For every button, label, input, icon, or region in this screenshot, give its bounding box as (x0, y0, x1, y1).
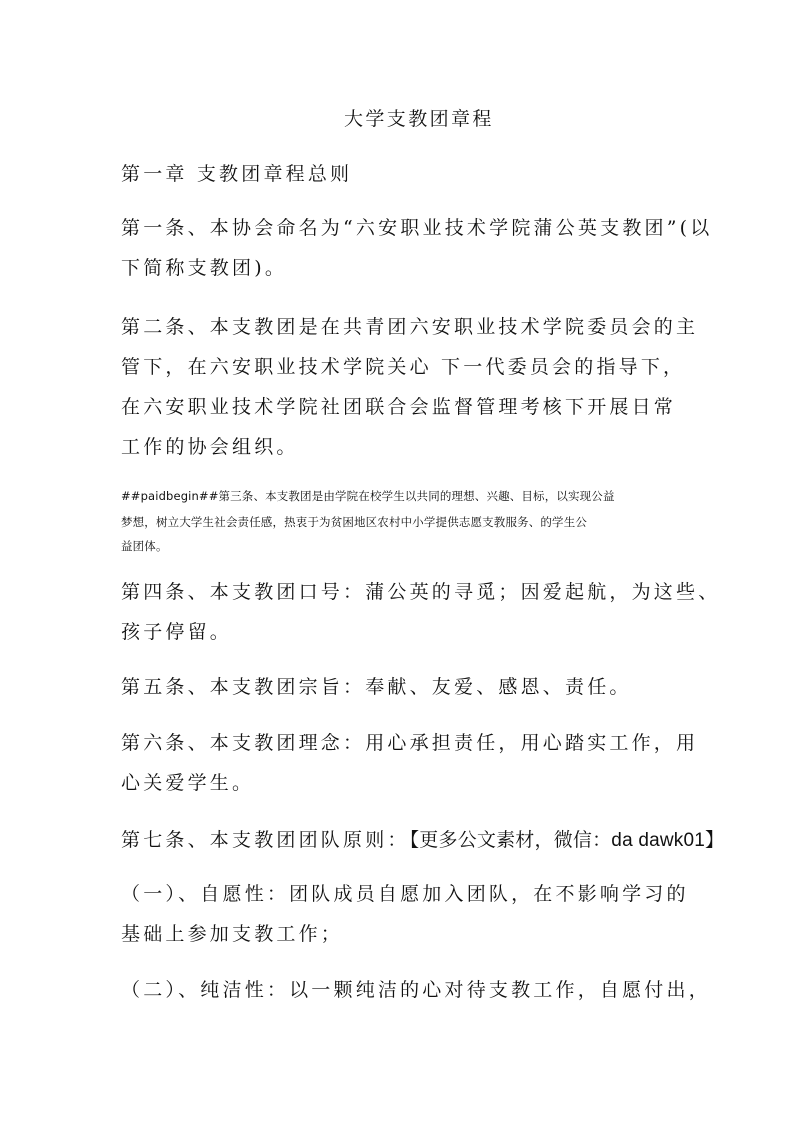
article-3-line-1: ##paidbegin##第三条、本支教团是由学院在校学生以共同的理想、兴趣、目标，以实现公益 (121, 489, 615, 503)
article-2-line-3: 在六安职业技术学院社团联合会监督管理考核下开展日常 (121, 396, 677, 418)
article-6-line-2: 心关爱学生。 (121, 772, 255, 794)
principle-1-line-2: 基础上参加支教工作； (121, 923, 344, 945)
article-3-line-2: 梦想，树立大学生社会责任感，热衷于为贫困地区农村中小学提供志愿支教服务、的学生公 (121, 515, 587, 529)
article-5-line-1: 第五条、本支教团宗旨：奉献、友爱、感恩、责任。 (121, 676, 632, 698)
principle-2-line-1: （二）、纯洁性：以一颗纯洁的心对待支教工作，自愿付出， (121, 979, 711, 1001)
article-7-line-1 (121, 828, 724, 853)
document-title: 大学支教团章程 (344, 108, 494, 130)
article-3-line-3: 益团体。 (121, 539, 168, 553)
article-2-line-4: 工作的协会组织。 (121, 436, 299, 458)
article-2-line-1: 第二条、本支教团是在共青团六安职业技术学院委员会的主 (121, 316, 699, 338)
principle-1-line-1: （一）、自愿性：团队成员自愿加入团队，在不影响学习的 (121, 883, 689, 905)
article-6-line-1: 第六条、本支教团理念：用心承担责任，用心踏实工作，用 (121, 732, 699, 754)
chapter-heading: 第一章 支教团章程总则 (121, 163, 353, 185)
article-4-line-2: 孩子停留。 (121, 621, 233, 643)
promo-note: 【更多公文素材，微信：da dawk01】 (409, 830, 725, 851)
article-2-line-2: 管下，在六安职业技术学院关心 下一代委员会的指导下， (121, 356, 686, 378)
article-1-line-2: 下简称支教团)。 (121, 257, 288, 279)
article-1-line-1: 第一条、本协会命名为“六安职业技术学院蒲公英支教团”(以 (121, 217, 713, 239)
article-4-line-1: 第四条、本支教团口号：蒲公英的寻觅；因爱起航，为这些、 (121, 581, 721, 603)
article-7-heading: 第七条、本支教团团队原则： (121, 829, 410, 851)
